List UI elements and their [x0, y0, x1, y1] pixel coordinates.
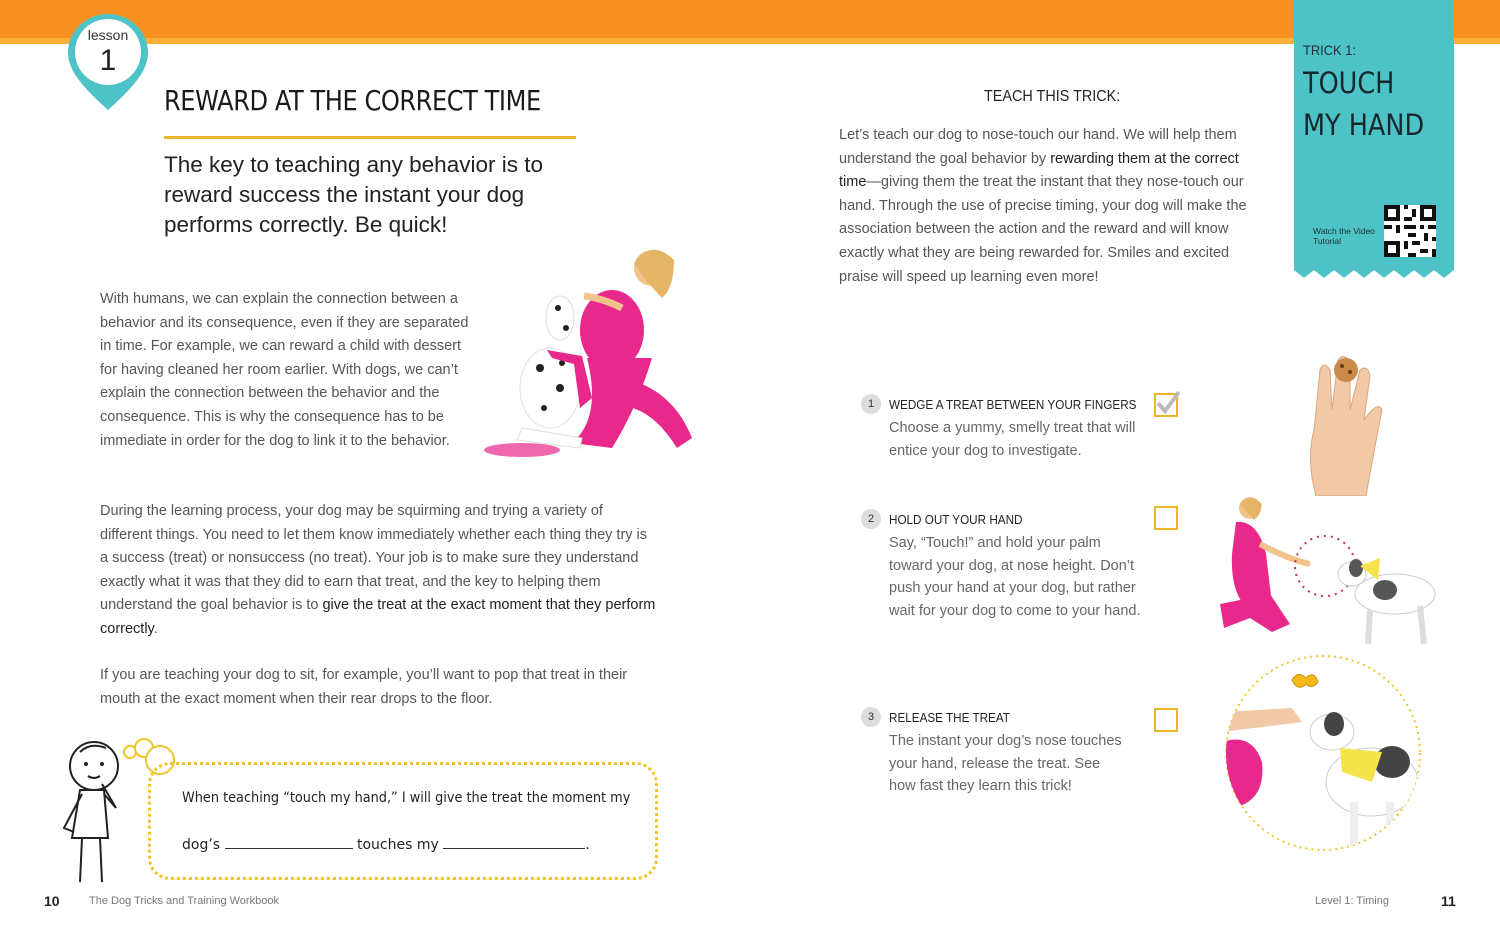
body-paragraph-2-bold: give the treat at the exact moment that they perform correctly [100, 597, 656, 637]
dog-receiving-treat-photo [1222, 652, 1424, 854]
right-footer-title: Level 1: Timing [1315, 895, 1389, 907]
fill-in-prompt-line-2 [182, 836, 590, 853]
step-3-checkbox[interactable] [1154, 708, 1178, 732]
lesson-label: lesson [87, 27, 129, 43]
hand-with-treat-photo [1296, 350, 1386, 496]
body-paragraph-2-end: . [153, 620, 158, 637]
body-paragraph-1: With humans, we can explain the connection between a behavior and its consequence, even if they are separated in time. For example, we can reward a child with dessert for having cleaned her room earlier. With dogs, we can’t explain the connection between the behavior and the consequence. This is why the consequence has to be immediate in order for the dog to link it to the behavior. [100, 291, 469, 449]
step-1-number: 1 [861, 394, 881, 414]
fill-in-prompt-line-1: When teaching “touch my hand,” I will give the treat the moment my [182, 790, 631, 806]
intro-text: The key to teaching any behavior is to reward success the instant your dog performs correctly. Be quick! [164, 152, 543, 237]
title-divider [164, 136, 576, 139]
trick-kicker: TRICK 1: [1303, 42, 1356, 58]
fill-in-blank-2[interactable] [443, 836, 585, 849]
step-2-number: 2 [861, 509, 881, 529]
video-tutorial-label: Watch the Video Tutorial [1313, 226, 1375, 246]
step-2-body: Say, “Touch!” and hold your palm toward your dog, at nose height. Don’t push your hand at your dog, but rather wait for your dog to come to your hand. [889, 535, 1141, 619]
fill-in-prompt-part-a: dog’s [182, 837, 221, 853]
lesson-number: 1 [99, 44, 117, 77]
fill-in-prompt-part-c: . [585, 837, 590, 853]
fill-in-box [148, 762, 658, 880]
step-2-title: HOLD OUT YOUR HAND [889, 512, 1023, 527]
trainer-holding-hand-out-photo [1210, 494, 1442, 650]
right-page-number: 11 [1441, 893, 1456, 909]
page-title: REWARD AT THE CORRECT TIME [164, 84, 541, 117]
body-paragraph-2-lead: During the learning process, your dog may be squirming and trying a variety of different things. You need to let them know immediately whether each thing they try is a success (treat) or nonsuccess (no treat). Your job is to make sure they understand exactly what it was that they did to earn that treat, and the key to helping them understand the goal behavior is to [100, 503, 648, 614]
body-paragraph-3: If you are teaching your dog to sit, for example, you’ll want to pop that treat in their mouth at the exact moment when their rear drops to the floor. [100, 667, 628, 707]
check-mark-icon [1154, 389, 1182, 417]
teach-bold: rewarding them at the correct time [839, 150, 1239, 191]
fill-in-prompt-part-b: touches my [357, 837, 439, 853]
trick-title: TOUCH MY HAND [1303, 66, 1425, 142]
left-footer-title: The Dog Tricks and Training Workbook [89, 895, 279, 907]
step-3-body: The instant your dog’s nose touches your hand, release the treat. See how fast they learn this trick! [889, 733, 1122, 794]
body-paragraph-2 [100, 500, 656, 642]
step-1-title: WEDGE A TREAT BETWEEN YOUR FINGERS [889, 397, 1137, 412]
step-1-body: Choose a yummy, smelly treat that will entice your dog to investigate. [889, 420, 1136, 459]
qr-code-icon[interactable] [1384, 205, 1436, 257]
teach-rest: —giving them the treat the instant that they nose-touch our hand. Through the use of precise timing, your dog will make the association between the action and the reward and will know exactly what they are being rewarded for. Smiles and excited praise will speed up learning even more! [839, 174, 1247, 285]
step-3-number: 3 [861, 707, 881, 727]
trainer-with-dalmatian-photo [462, 238, 720, 460]
left-page-number: 10 [44, 893, 60, 909]
top-banner [0, 0, 1500, 40]
top-banner-stripe [0, 38, 1500, 44]
step-3-title: RELEASE THE TREAT [889, 710, 1010, 725]
teach-heading: TEACH THIS TRICK: [984, 88, 1121, 105]
teach-paragraph [839, 124, 1269, 289]
teach-lead: Let’s teach our dog to nose-touch our hand. We will help them understand the goal behavior by [839, 127, 1237, 167]
fill-in-blank-1[interactable] [225, 836, 353, 849]
step-2-checkbox[interactable] [1154, 506, 1178, 530]
